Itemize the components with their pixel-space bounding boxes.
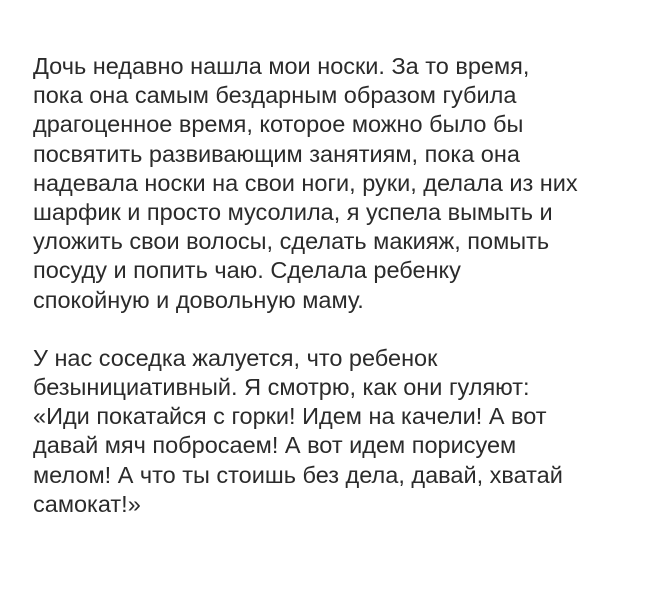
text-line: самокат!» <box>33 490 141 517</box>
text-line: безынициативный. Я смотрю, как они гуляют: <box>33 374 530 401</box>
text-line: посуду и попить чаю. Сделала ребенку <box>33 257 461 284</box>
text-line: «Иди покатайся с горки! Идем на качели! А вот <box>33 403 547 430</box>
text-line: У нас соседка жалуется, что ребенок <box>33 344 438 371</box>
text-line: Дочь недавно нашла мои носки. За то время, <box>33 53 530 79</box>
post-text <box>33 52 628 519</box>
text-line: посвятить развивающим занятиям, пока она <box>33 140 520 167</box>
text-line: спокойную и довольную маму. <box>33 286 364 313</box>
paragraph-2 <box>33 344 628 519</box>
text-line: давай мяч побросаем! А вот идем порисуем <box>33 432 517 459</box>
text-line: драгоценное время, которое можно было бы <box>33 111 524 138</box>
text-line: надевала носки на свои ноги, руки, делала из них <box>33 169 578 196</box>
text-line: пока она самым бездарным образом губила <box>33 82 517 109</box>
text-line: уложить свои волосы, сделать макияж, помыть <box>33 228 550 255</box>
text-line: шарфик и просто мусолила, я успела вымыть и <box>33 199 553 226</box>
paragraph-1 <box>33 52 628 315</box>
text-line: мелом! А что ты стоишь без дела, давай, хватай <box>33 461 563 488</box>
